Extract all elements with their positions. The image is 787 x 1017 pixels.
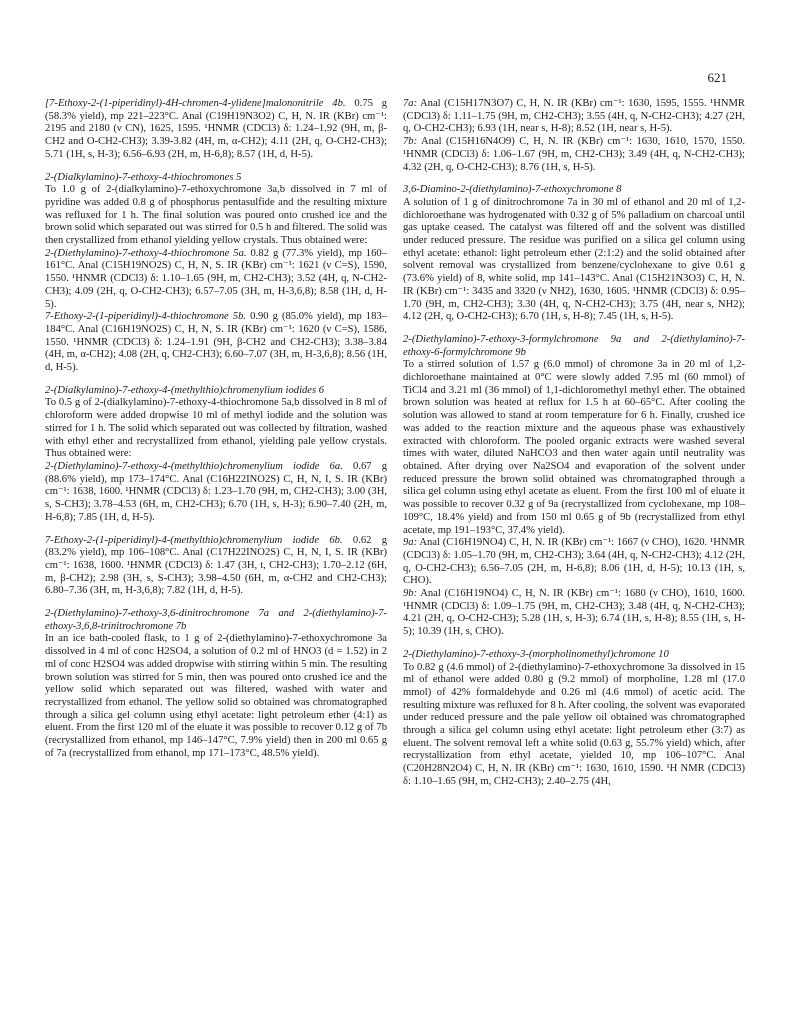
paragraph (403, 588, 745, 639)
paragraph (403, 359, 745, 537)
compound-label: 7b: (403, 136, 418, 148)
paragraph (45, 248, 387, 312)
section-text: 0.82 g (77.3% yield), mp 160–161°C. Anal (C15H19NO2S) C, H, N, S. IR (KBr) cm⁻¹: 1621 (ν C=S), 1590, 1550. ¹HNMR (CDCl3) δ: 1.10–1.65 (9H, m, CH2-CH3); 3.52 (4H, q, N-CH2-CH3); 4.09 (2H, q, O-CH2-CH3); 6.57–7.05 (3H, m, H-3,6,8); 8.58 (1H, d, H-5). (45, 247, 387, 310)
section-9 (403, 334, 745, 639)
section-heading: 3,6-Diamino-2-(diethylamino)-7-ethoxychromone 8 (403, 184, 622, 196)
compound-label: 9b: (403, 588, 418, 600)
paragraph (403, 184, 745, 197)
paragraph (403, 662, 745, 789)
section-text: 0.67 g (88.6% yield), mp 173–174°C. Anal (C16H22INO2S) C, H, N, I, S. IR (KBr) cm⁻¹: 1638, 1600. ¹HNMR (CDCl3) δ: 1.23–1.70 (9H, m, CH2-CH3); 3.00 (3H, s, S-CH3); 3.78–4.53 (6H, m, CH2-CH3); 6.70 (1H, s, H-3); 6.90–7.40 (2H, m, H-6,8); 7.85 (1H, d, H-5). (45, 460, 387, 523)
section-text: Anal (C16H19NO4) C, H, N. IR (KBr) cm⁻¹: 1667 (ν CHO), 1620. ¹HNMR (CDCl3) δ: 1.05–1.70 (9H, m, CH2-CH3); 3.64 (4H, q, N-CH2-CH3); 4.12 (2H, q, O-CH2-CH3); 6.56–7.05 (2H, m, H-6,8); 8.06 (1H, d, H-5); 10.13 (1H, s, CHO). (403, 537, 745, 587)
section-text: A solution of 1 g of dinitrochromone 7a in 30 ml of ethanol and 20 ml of 1,2-dichloroethane was hydrogenated with 0.32 g of 5% palladium on charcoal until gas uptake ceased. The catalyst was filtered off and the solvent was distilled under reduced pressure. The residue was purified on a silica gel column using ethyl acetate: ethanol: light petroleum ether (2:1:2) and the solid obtained after solvent removal was crystallized from benzene/cyclohexane to give 0.61 g (73.6% yield) of 8, white solid, mp 141–143°C. Anal (C15H21N3O3) C, H, N. IR (KBr) cm⁻¹: 3435 and 3320 (ν NH2), 1630, 1605. ¹HNMR (CDCl3) δ: 0.95–1.70 (9H, m, CH2-CH3); 3.30 (4H, q, N-CH2-CH3); 3.75 (4H, near s, NH2); 4.12 (2H, q, O-CH2-CH3); 6.70 (1H, s, H-8); 7.45 (1H, s, H-5). (403, 196, 745, 323)
paragraph (45, 535, 387, 599)
compound-label: 9a: (403, 537, 418, 549)
section-7 (45, 608, 387, 760)
section-6b (45, 535, 387, 599)
page-number: 621 (707, 70, 727, 85)
paragraph (45, 397, 387, 461)
section-text: Anal (C16H19NO4) C, H, N. IR (KBr) cm⁻¹: 1680 (ν CHO), 1610, 1600. ¹HNMR (CDCl3) δ: 1.09–1.75 (9H, m, CH2-CH3); 3.48 (4H, q, N-CH2-CH3); 4.21 (2H, q, O-CH2-CH3); 5.28 (1H, s, H-3); 6.74 (1H, s, H-8); 8.55 (1H, s, H-5); 10.39 (1H, s, CHO). (403, 588, 745, 638)
section-text: To 1.0 g of 2-(dialkylamino)-7-ethoxychromone 3a,b dissolved in 7 ml of pyridine was added 0.8 g of phosphorus pentasulfide and the resulting mixture was refluxed for 1 h. The final solution was poured onto crushed ice and the brown solid which separated out was stirred for 0.5 h and filtered. The solid was then crystallized from ethanol yielding yellow crystals. Thus obtained were: (45, 184, 387, 247)
paragraph (45, 184, 387, 248)
section-heading: 2-(Diethylamino)-7-ethoxy-3-formylchromone 9a and 2-(diethylamino)-7-ethoxy-6-formylchromone 9b (403, 333, 745, 358)
section-text: Anal (C15H17N3O7) C, H, N. IR (KBr) cm⁻¹: 1630, 1595, 1555. ¹HNMR (CDCl3) δ: 1.11–1.75 (9H, m, CH2-CH3); 3.55 (4H, q, N-CH2-CH3); 4.27 (2H, q, O-CH2-CH3); 6.93 (1H, near s, H-8); 8.52 (1H, near s, H-5). (403, 98, 745, 135)
paragraph (403, 197, 745, 324)
paragraph (403, 136, 745, 174)
section-heading: 7-Ethoxy-2-(1-piperidinyl)-4-thiochromone 5b. (45, 311, 247, 323)
paragraph (403, 537, 745, 588)
section-text: In an ice bath-cooled flask, to 1 g of 2-(diethylamino)-7-ethoxychromone 3a dissolved in 4 ml of conc H2SO4, a solution of 0.2 ml of HNO3 (d = 1.52) in 2 ml of conc H2SO4 was added dropwise with stirring within 5 min. The resulting brown solution was stirred for 5 min, then was poured onto crushed ice and the yellow solid which separated out was filtered, washed with water and recrystallized from ethanol. The yellow solid so obtained was chromatographed through a silica gel column using ethyl acetate: light petroleum ether (4:1) as eluent. From the first 120 ml of the eluate it was possible to recover 0.12 g of 7b (recrystallized from ethanol, mp 146–147°C, 7.9% yield) then in 200 ml 0.65 g of 7a (recrystallized from ethanol, mp 171–173°C, 48.5% yield). (45, 633, 387, 759)
section-heading: 2-(Diethylamino)-7-ethoxy-3,6-dinitrochromone 7a and 2-(diethylamino)-7-ethoxy-3,6,8-trinitrochromone 7b (45, 608, 387, 632)
paragraph (45, 608, 387, 633)
right-column (403, 98, 745, 799)
section-heading: 2-(Dialkylamino)-7-ethoxy-4-thiochromones 5 (45, 171, 242, 183)
section-4b (45, 98, 387, 162)
paragraph (45, 461, 387, 525)
paragraph (45, 311, 387, 375)
section-text: Anal (C15H16N4O9) C, H, N. IR (KBr) cm⁻¹: 1630, 1610, 1570, 1550. ¹HNMR (CDCl3) δ: 1.06–1.67 (9H, m, CH2-CH3); 3.49 (4H, q, N-CH2-CH3); 4.32 (2H, q, O-CH2-CH3); 8.76 (1H, s, H-5). (403, 136, 745, 173)
paragraph (45, 98, 387, 162)
section-text: To 0.5 g of 2-(dialkylamino)-7-ethoxy-4-thiochromone 5a,b dissolved in 8 ml of chloroform were added dropwise 10 ml of methyl iodide and the solution was stirred for 1 h. The solid which separated out was collected by filtration, washed with ethyl ether and recrystallized from ethanol, yielding pale yellow crystals. Thus obtained were: (45, 397, 387, 460)
compound-label: 7a: (403, 98, 418, 109)
section-text: 0.90 g (85.0% yield), mp 183–184°C. Anal (C16H19NO2S) C, H, N, S. IR (KBr) cm⁻¹: 1620 (ν C=S), 1586, 1550. ¹HNMR (CDCl3) δ: 1.24–1.91 (9H, β-CH2 and CH2-CH3); 3.38–3.84 (4H, m, α-CH2); 4.08 (2H, q, CH2-CH3); 6.60–7.07 (3H, m, H-3,6,8); 8.56 (1H, d, H-5). (45, 311, 387, 374)
section-text: 0.75 g (58.3% yield), mp 221–223°C. Anal (C19H19N3O2) C, H, N. IR (KBr) cm⁻¹: 2195 and 2180 (ν CN), 1625, 1595. ¹HNMR (CDCl3) δ: 1.24–1.92 (9H, m, β-CH2 and O-CH2-CH3); 3.39-3.82 (4H, m, α-CH2); 4.11 (2H, q, O-CH2-CH3); 5.71 (1H, s, H-3); 6.56–6.93 (2H, m, H-6,8); 8.57 (1H, d, H-5). (45, 98, 387, 160)
paragraph (403, 334, 745, 359)
section-8 (403, 184, 745, 324)
section-6 (45, 385, 387, 525)
paragraph (403, 98, 745, 136)
section-heading: 7-Ethoxy-2-(1-piperidinyl)-4-(methylthio)chromenylium iodide 6b. (45, 534, 343, 546)
section-text: To 0.82 g (4.6 mmol) of 2-(diethylamino)-7-ethoxychromone 3a dissolved in 15 ml of ethanol were added 0.80 g (9.2 mmol) of morpholine, 1.28 ml (17.0 mmol) of 42% formaldehyde and 0.26 ml (4.6 mmol) of acetic acid. The resulting mixture was refluxed for 8 h. After cooling, the solvent was evaporated under reduced pressure and the pale yellow oil obtained was chromatographed through a silica gel column using ethyl acetate: light petroleum ether (3:7) as eluent. The solvent removal left a white solid (0.63 g, 55.7% yield) which, after recrystallization from ethyl acetate, yielded 10, mp 106–107°C. Anal (C20H28N2O4) C, H, N. IR (KBr) cm⁻¹: 1630, 1610, 1590. ¹H NMR (CDCl3) δ: 1.10–1.65 (9H, m, CH2-CH3); 2.40–2.75 (4H, (403, 661, 745, 787)
section-heading: [7-Ethoxy-2-(1-piperidinyl)-4H-chromen-4-ylidene]malononitrile 4b. (45, 98, 346, 109)
article-body (45, 98, 745, 799)
section-heading: 2-(Diethylamino)-7-ethoxy-4-(methylthio)chromenylium iodide 6a. (45, 460, 343, 472)
paragraph (45, 385, 387, 398)
left-column (45, 98, 387, 799)
section-text: To a stirred solution of 1.57 g (6.0 mmol) of chromone 3a in 20 ml of 1,2-dichloroethane maintained at 0°C were slowly added 7.95 ml (60 mmol) of TiCl4 and 3.21 ml (36 mmol) of 1,1-dichloromethyl methyl ether. The obtained brown solution was heated at reflux for 1.5 h at 60–65°C. After cooling the solution was allowed to stand at room temperature for 6 h. Finally, crushed ice was added to the reaction mixture and the aqueous phase was exhaustively extracted with chloroform. The pooled organic extracts were washed several times with water, diluted NaHCO3 and then water again until neutrality was obtained. After drying over Na2SO4 and evaporation of the solvent under reduced pressure the brown solid obtained was chromatographed through a silica gel column using ethyl acetate as eluent. From the first 100 ml of eluate it was possible to recover 0.32 g of 9a (recrystallized from cyclohexane, mp 108–109°C, 18.4% yield) and from 150 ml 0.65 g of 9b (recrystallized from ethyl acetate, mp 191–193°C, 37.4% yield). (403, 359, 745, 536)
section-text: 0.62 g (83.2% yield), mp 106–108°C. Anal (C17H22INO2S) C, H, N, I, S. IR (KBr) cm⁻¹: 1638, 1600. ¹HNMR (CDCl3) δ: 1.47 (3H, t, CH2-CH3); 1.70–2.12 (6H, m, β-CH2); 2.98 (3H, s, S-CH3); 3.98–4.50 (6H, m, α-CH2 and CH2-CH3); 6.80–7.36 (3H, m, H-3,6,8); 7.82 (1H, d, H-5). (45, 534, 388, 597)
section-heading: 2-(Dialkylamino)-7-ethoxy-4-(methylthio)chromenylium iodides 6 (45, 384, 325, 396)
section-5 (45, 172, 387, 375)
paragraph (403, 649, 745, 662)
section-heading: 2-(Diethylamino)-7-ethoxy-3-(morpholinomethyl)chromone 10 (403, 648, 669, 660)
paragraph (45, 172, 387, 185)
paragraph (45, 633, 387, 760)
section-10 (403, 649, 745, 789)
section-heading: 2-(Diethylamino)-7-ethoxy-4-thiochromone 5a. (45, 247, 247, 259)
section-7ab-data (403, 98, 745, 174)
